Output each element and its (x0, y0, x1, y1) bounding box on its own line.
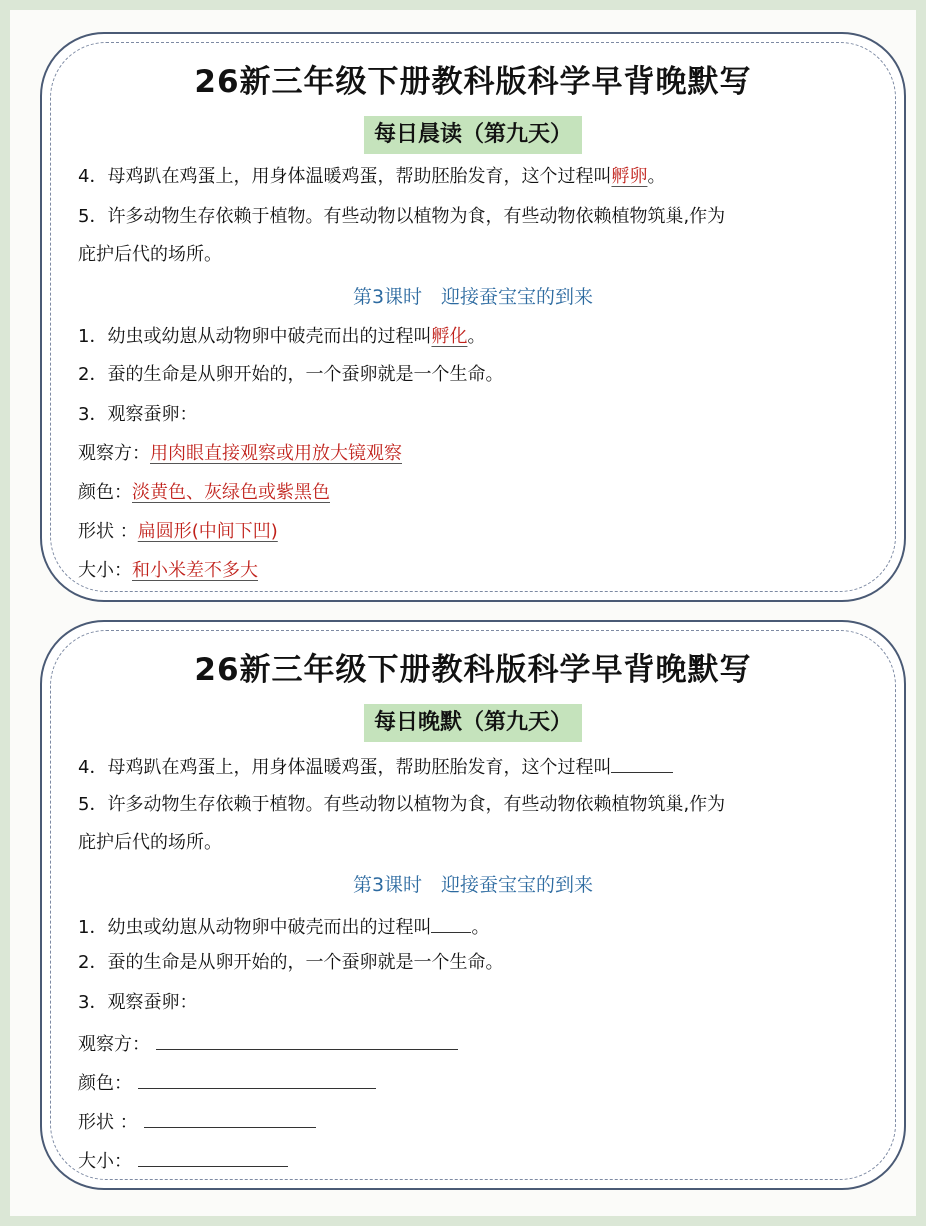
answer-blank[interactable] (144, 1107, 316, 1128)
question-5-line-1: 5．许多动物生存依赖于植物。有些动物以植物为食，有些动物依赖植物筑巢,作为 (78, 206, 726, 227)
observe-shape: 形状 ：扁圆形(中间下凹) (78, 521, 278, 542)
answer-blank[interactable] (138, 1146, 288, 1167)
answer: 淡黄色、灰绿色或紫黑色 (132, 482, 330, 503)
observe-method: 观察方： (78, 1029, 458, 1058)
card-title: 26新三年级下册教科版科学早背晚默写 (194, 652, 752, 688)
observe-method: 观察方：用肉眼直接观察或用放大镜观察 (78, 443, 402, 464)
lesson-item-3: 3．观察蚕卵： (78, 404, 198, 425)
lesson-heading: 第3课时 迎接蚕宝宝的到来 (352, 286, 594, 308)
answer: 用肉眼直接观察或用放大镜观察 (150, 443, 402, 464)
observe-size: 大小： (78, 1146, 288, 1175)
lesson-item-2: 2．蚕的生命是从卵开始的，一个蚕卵就是一个生命。 (78, 364, 504, 385)
observe-color: 颜色：淡黄色、灰绿色或紫黑色 (78, 482, 330, 503)
lesson-heading: 第3课时 迎接蚕宝宝的到来 (352, 874, 594, 896)
question-5-line-1: 5．许多动物生存依赖于植物。有些动物以植物为食，有些动物依赖植物筑巢,作为 (78, 794, 726, 815)
answer-blank[interactable] (611, 752, 673, 773)
answer-blank[interactable] (156, 1029, 458, 1050)
day-badge: 每日晚默（第九天） (364, 704, 582, 742)
lesson-item-3: 3．观察蚕卵： (78, 992, 198, 1013)
answer-blank[interactable] (138, 1068, 376, 1089)
lesson-item-1: 1．幼虫或幼崽从动物卵中破壳而出的过程叫 。 (78, 912, 489, 941)
lesson-item-2: 2．蚕的生命是从卵开始的，一个蚕卵就是一个生命。 (78, 952, 504, 973)
answer: 孵化 (431, 326, 468, 347)
question-4: 4．母鸡趴在鸡蛋上，用身体温暖鸡蛋，帮助胚胎发育，这个过程叫孵卵。 (78, 166, 666, 187)
answer: 扁圆形(中间下凹) (137, 521, 278, 542)
answer-blank[interactable] (431, 912, 471, 933)
observe-size: 大小：和小米差不多大 (78, 560, 258, 581)
morning-reading-card (40, 32, 906, 602)
answer: 孵卵 (611, 166, 648, 187)
question-5-line-2: 庇护后代的场所。 (78, 244, 222, 265)
observe-color: 颜色： (78, 1068, 376, 1097)
question-4: 4．母鸡趴在鸡蛋上，用身体温暖鸡蛋，帮助胚胎发育，这个过程叫 (78, 752, 673, 781)
question-5-line-2: 庇护后代的场所。 (78, 832, 222, 853)
card-title: 26新三年级下册教科版科学早背晚默写 (194, 64, 752, 100)
day-badge: 每日晨读（第九天） (364, 116, 582, 154)
lesson-item-1: 1．幼虫或幼崽从动物卵中破壳而出的过程叫孵化。 (78, 326, 486, 347)
worksheet (10, 10, 916, 1216)
answer: 和小米差不多大 (132, 560, 258, 581)
evening-dictation-card (40, 620, 906, 1190)
observe-shape: 形状 ： (78, 1107, 316, 1136)
